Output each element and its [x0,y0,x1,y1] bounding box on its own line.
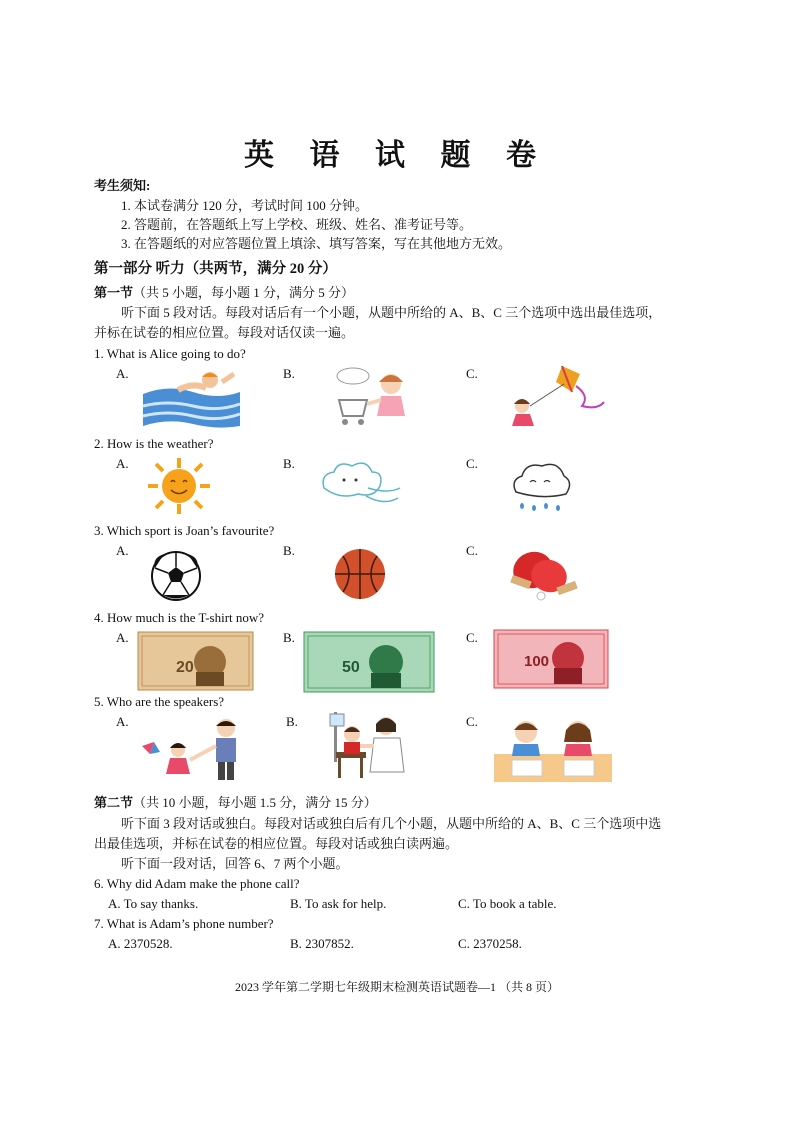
page-footer: 2023 学年第二学期七年级期末检测英语试题卷—1 （共 8 页） [234,980,559,994]
section2-instruction-1: 听下面 3 段对话或独白。每段对话或独白后有几个小题，从题中所给的 A、B、C 三个选项中选 [121,816,662,831]
q1-option-a[interactable]: A. [116,366,129,381]
question-4: 4. How much is the T-shirt now? [94,610,265,625]
notice-item-2: 2. 答题前，在答题纸上写上学校、班级、姓名、准考证号等。 [121,217,473,232]
notice-item-1: 1. 本试卷满分 120 分，考试时间 100 分钟。 [121,198,369,213]
banknote-50-value: 50 [342,659,360,676]
doctor-patient-icon [330,712,412,780]
q4-option-b[interactable]: B. [283,630,295,645]
section1-heading-bold: 第一节 [94,285,134,300]
section1-instruction-1: 听下面 5 段对话。每段对话后有一个小题，从题中所给的 A、B、C 三个选项中选出最佳选项， [121,305,662,320]
q2-option-c[interactable]: C. [466,456,478,471]
girl-kite-icon [500,362,610,432]
section2-instruction-2: 出最佳选项，并标在试卷的相应位置。每段对话或独白读两遍。 [94,836,459,851]
q2-option-b[interactable]: B. [283,456,295,471]
section2-heading-bold: 第二节 [94,795,134,810]
q5-option-c[interactable]: C. [466,714,478,729]
section2-instruction-3: 听下面一段对话，回答 6、7 两个小题。 [121,856,349,871]
soccer-ball-icon [150,550,202,602]
q4-option-a[interactable]: A. [116,630,129,645]
section2-heading-rest: （共 10 小题，每小题 1.5 分，满分 15 分） [133,795,377,810]
notice-item-3: 3. 在答题纸的对应答题位置上填涂、填写答案，写在其他地方无效。 [121,236,512,251]
question-1: 1. What is Alice going to do? [94,346,246,361]
question-5: 5. Who are the speakers? [94,694,225,709]
banknote-20-icon [138,632,253,690]
basketball-icon [333,547,387,601]
section1-heading-rest: （共 5 小题，每小题 1 分，满分 5 分） [133,285,355,300]
question-3: 3. Which sport is Joan’s favourite? [94,523,275,538]
q7-option-a[interactable]: A. 2370528. [108,936,173,951]
banknote-50-icon [304,632,434,692]
page-title: 英 语 试 题 卷 [244,139,550,172]
section1-instruction-2: 并标在试卷的相应位置。每段对话仅读一遍。 [94,325,355,340]
question-6: 6. Why did Adam make the phone call? [94,876,300,891]
section2-heading [94,795,377,811]
question-7: 7. What is Adam’s phone number? [94,916,274,931]
q3-option-c[interactable]: C. [466,543,478,558]
banknote-20-value: 20 [176,659,194,676]
part1-heading: 第一部分 听力（共两节，满分 20 分） [94,261,337,277]
wind-cloud-icon [318,458,406,512]
q6-option-b[interactable]: B. To ask for help. [290,896,387,911]
q3-option-a[interactable]: A. [116,543,129,558]
q3-option-b[interactable]: B. [283,543,295,558]
q5-option-b[interactable]: B. [286,714,298,729]
father-daughter-icon [138,716,252,782]
q7-option-b[interactable]: B. 2307852. [290,936,354,951]
sun-icon [144,456,214,516]
question-2: 2. How is the weather? [94,436,214,451]
ping-pong-paddles-icon [503,548,579,602]
q2-option-a[interactable]: A. [116,456,129,471]
students-desk-icon [494,712,612,782]
shopping-cart-girl-icon [333,366,415,428]
notice-heading: 考生须知: [94,178,151,193]
section1-heading [94,285,354,301]
rain-cloud-icon [508,458,574,516]
q6-option-a[interactable]: A. To say thanks. [108,896,199,911]
q4-option-c[interactable]: C. [466,630,478,645]
q6-option-c[interactable]: C. To book a table. [458,896,557,911]
banknote-100-icon [494,630,608,688]
q1-option-b[interactable]: B. [283,366,295,381]
q7-option-c[interactable]: C. 2370258. [458,936,522,951]
q1-option-c[interactable]: C. [466,366,478,381]
swimming-icon [138,364,243,430]
banknote-100-value: 100 [524,653,550,670]
q5-option-a[interactable]: A. [116,714,129,729]
